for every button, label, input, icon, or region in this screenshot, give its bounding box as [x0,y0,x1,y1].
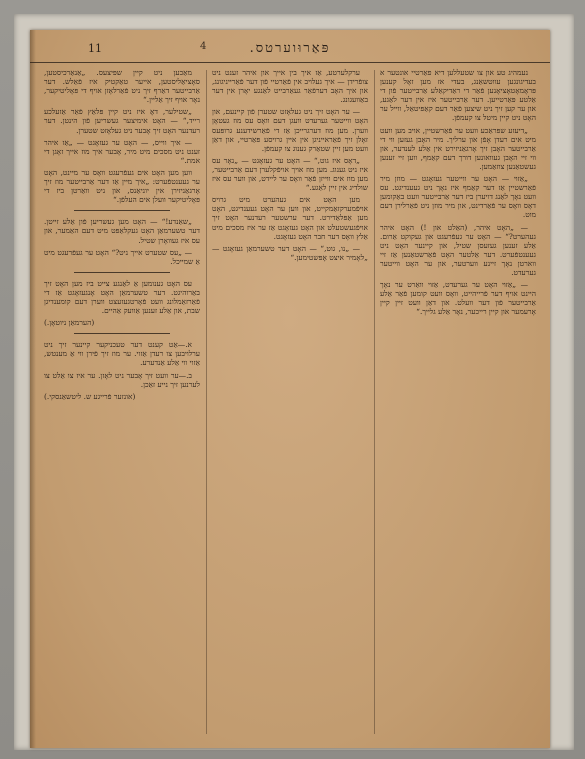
page-number: 11 [88,42,102,55]
paragraph: „דאָס איז גוט,“ — האָט ער געזאָגט — „נאָר עס איז ניט גענוג. מען מוז אויך אויפֿקלערן דעם אַרבייטער, מען מוז אים ווייזן פֿאַר וואָס ער ליידט, און ווער עס איז שולדיג אין זיין לאַגע.“ [212,155,368,193]
paragraph: „שטילער, דאָ איז ניט קיין פּלאַץ פֿאַר אַזעלכע רייד,“ — האָט אימיצער געשריען פֿון הינטן. דער רעדנער האָט זיך אָבער ניט געלאָזט שטערן. [44,107,200,135]
paragraph: ב.—ער וועט זיך אָבער ניט לאָזן. ער איז צו אַלט צו לערנען זיך נייע זאַכן. [44,370,200,389]
page-header [30,38,550,63]
paragraph: א.—אַט קענט דער טעכניקער קיינער זיך ניט ערלויבען צו רעדן אַזוי. ער מוז זיך פֿירן ווי אַ מענטש, אַזוי ווי אַלע אַנדערע. [44,340,200,368]
paragraph: „שאַנדע!“ — האָט מען געשריען פֿון אַלע זייטן. דער טשערמאַן האָט געקלאַפּט מיט דעם האַמער, און עס איז געוואָרן שטיל. [44,217,200,245]
newspaper-page [30,30,550,748]
section-divider [74,272,170,273]
paragraph: — איך ווייס, — האָט ער געזאָגט — „אַז איהר זענט ניט מסכים מיט מיר, אָבער איך מוז אייך זאָגן די אמת.“ [44,137,200,165]
paragraph: — ער האָט זיך ניט געלאָזט שטערן פֿון קיינעם, און האָט ווייטער גערעדט וועגן דעם וואָס עס מוז געטאָן ווערן. מען מוז דערגרייכן אַז די פֿאַרשידענע גרופּעס זאָלן זיך פֿאַראייניגן אין איין גרויסע פּאַרטיי, און דאַן וועט מען זיין שטאַרק גענוג צו קעמפֿן. [212,107,368,153]
column-divider [374,70,375,734]
page-title: פּאַרוּוערטס. [249,41,331,56]
signature: (אונזער פֿרייגע ש. ליטשאַנסקי.) [44,391,136,401]
column-right [380,68,536,736]
section-divider [74,333,170,334]
paragraph: ווען מען האָט אים געפֿרעגט וואָס ער מיינט, האָט ער געענטפֿערט: „איך מיין אַז דער אַרבייטער מוז זיך אָרגאַניזירן אין יוניאַנס, און ניט וואַרטן ביז די פּאָליטיקער וועלן אים העלפֿן.“ [44,167,200,205]
section-divider [74,210,170,211]
column-middle [212,68,368,736]
column-left [44,68,200,736]
paragraph: נעמהיג טע און צו שטעללען דיא פאַרטיי אונטער א בעדיגונגען עווטשאַנג, בעדי אז מען זאָל קענען פּראָמאָטאָציאָנען פֿאַר די ראַדיקאַלע אַרבייטער פֿון די אַלטע פּאַרטייען. דער אַרבייטער איז אין דער לאַגע, און ער קען זיך ניט שיצען פֿאַר דעם קאַפּיטאַל, ווייל ער האָט ניט קיין מיטל צו קעמפֿן. [380,68,536,123]
paragraph: מען האָט אים געהערט מיט גרויס אויפֿמערקזאַמקייט, און ווען ער האָט געענדיגט, האָט מען אַפּלאַדירט. דער ערשטער רעדנער האָט זיך אויפֿגעשטעלט און האָט געזאָגט אַז ער איז מסכים מיט אַלץ וואָס דער חבר האָט געזאָגט. [212,195,368,241]
paragraph: עס האָט גענומען אַ לאַנגע צייט ביז מען האָט זיך באַרוהיגט. דער טשערמאַן האָט אָנגעזאָגט אַז די פֿאַרזאַמלונג וועט פֿאָרטגעזעצט ווערן דעם קומענדיגן שבת, און אַלע זענען אַוועק אַהיים. [44,278,200,316]
page-edge-shadow [30,30,36,748]
paragraph: ערקלערטע, אַז איך בין אייך און איהר זענט ניט צופֿרידן — איך געלויב אין פֿאַרטיי פֿון דער פֿאַרייניגונג, און איך האָב דערפֿאַר געאַרבייט לאַנגע יאָרן אין דער באַוועגונג. [212,68,368,105]
issue-number: 4 [200,41,207,52]
paragraph: — „נו, גוט,“ — האָט דער טשערמאַן געזאָגט — „לאָמיר איצט אָפּשטימען.“ [212,243,368,262]
paragraph: „דיעזע שפּראַכע וועט ער פֿאַרשטיין, אויב מען וועט מיט אים רעדן אָפֿן און ערליך. מיר האָבן געזען ווי די אַרבייטער האָבן זיך אָרגאַניזירט אין אַלע לענדער, און ווי זיי האָבן געוואונען דורך דעם קאַמף, ווען זיי זענען געשטאַנען צוזאַמען. [380,125,536,171]
signature: (הערמאַן ניוטאָן.) [44,318,95,328]
column-divider [206,70,207,734]
paragraph: מאַכען ניט קיין שפּיצעס. „אַנאַרכיסטען, סאָציאַליסטען, אייער טאַקטיק איז פֿאַלש. דער אַרבייטער דאַרף זיך ניט פֿאַרלאָזן אויף די פּאָליטיקער, נאָר אויף זיך אַליין.“ [44,68,200,105]
paragraph: — „האָט איהר, (האַלט און !) האָט איהר געהערט?“ — האָט ער געפֿרעגט און געקוקט אַרום. אַלע זענען געזעסן שטיל, און קיינער האָט ניט געענטפֿערט. דער אַלטער האָט פֿאַרשטאַנען אַז זיי ווארטן נאָך זיינע ווערטער, און ער האָט ווייטער גערעדט. [380,222,536,277]
paragraph: „אַזוי — האָט ער ווייטער געזאָגט — מוזן מיר פֿאַרשטיין אַז דער קאַמף איז נאָך ניט געענדיגט. עס וועט נאָך לאַנג דויערן ביז דער אַרבייטער וועט באַקומען דאָס וואָס ער פֿאַרדינט, און מיר מוזן ניט פֿאַרלירן דעם מוט. [380,174,536,220]
paragraph: — „אַזוי האָט ער גערעדט, אַזוי וואַרט ער נאָך היינט אויף דער פֿרייהייט, וואָס וועט קומען פֿאַר אַלע אַרבייטער פֿון דער וועלט. און דאַן וועט זיין קיין אָרעמער און קיין רייכער, נאָר אַלע גלייך.“ [380,280,536,317]
paragraph: — „עס שטערט אייך ניט?“ האָט ער געפֿרעגט מיט אַ שמייכל. [44,247,200,266]
